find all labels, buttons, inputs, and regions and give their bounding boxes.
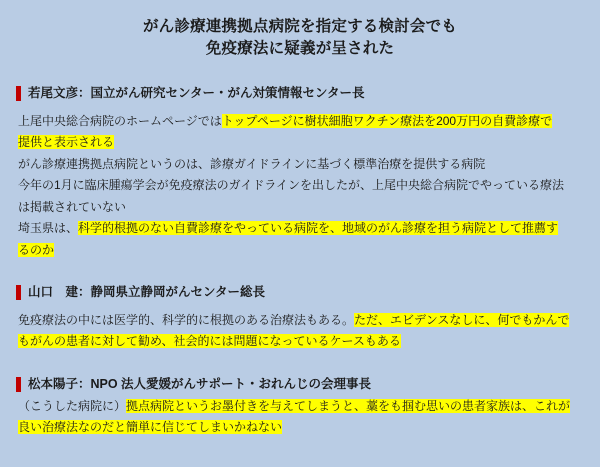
paragraph xyxy=(18,155,588,174)
statement-paragraphs xyxy=(12,112,588,260)
statement-block xyxy=(12,285,588,352)
statement-paragraphs xyxy=(12,397,588,438)
accent-bar-icon xyxy=(16,377,21,392)
accent-bar-icon xyxy=(16,285,21,300)
highlighted-text-run: ただ、エビデンスなしに、何でもかんで xyxy=(354,313,570,327)
highlighted-text-run: 良い治療法なのだと簡単に信じてしまいかねない xyxy=(18,420,283,435)
paragraph xyxy=(18,176,588,195)
text-run: は掲載されていない xyxy=(18,199,127,214)
page-title xyxy=(12,16,588,61)
spacer xyxy=(12,364,588,377)
speaker-row xyxy=(16,377,588,392)
paragraph xyxy=(18,133,588,152)
highlighted-text-run: るのか xyxy=(18,242,55,257)
highlighted-text-run: もがんの患者に対して勧め、社会的には問題になっているケースもある xyxy=(18,334,401,349)
speaker-row xyxy=(16,86,588,101)
paragraph xyxy=(18,198,588,217)
text-run: （こうした病院に） xyxy=(18,398,127,413)
page-title-line-2: 免疫療法に疑義が呈された xyxy=(205,40,395,58)
text-run: 上尾中央総合病院のホームページでは xyxy=(18,113,222,128)
text-run: がん診療連携拠点病院というのは、診療ガイドラインに基づく標準治療を提供する病院 xyxy=(18,156,486,171)
text-run: 埼玉県は、 xyxy=(18,221,79,236)
highlighted-text-run: 拠点病院というお墨付きを与えてしまうと、藁をも掴む思いの患者家族は、これが xyxy=(126,398,571,413)
statement-block xyxy=(12,377,588,438)
spacer xyxy=(12,272,588,285)
statement-paragraphs xyxy=(12,311,588,352)
paragraph xyxy=(18,311,588,330)
highlighted-text-run: 提供と表示される xyxy=(18,135,115,150)
text-run: 免疫療法の中には医学的、科学的に根拠のある治療法もある。 xyxy=(18,313,355,327)
accent-bar-icon xyxy=(16,86,21,101)
paragraph xyxy=(18,241,588,260)
paragraph xyxy=(18,112,588,131)
highlighted-text-run: 科学的根拠のない自費診療をやっている病院を、地域のがん診療を担う病院として推薦す xyxy=(78,221,559,236)
speaker-name: 山口 建：静岡県立静岡がんセンター総長 xyxy=(28,285,266,299)
paragraph xyxy=(18,418,588,437)
paragraph xyxy=(18,219,588,238)
spacer xyxy=(12,75,588,86)
highlighted-text-run: トップページに樹状細胞ワクチン療法を200万円の自費診療で xyxy=(221,113,553,128)
speaker-name: 松本陽子：NPO 法人愛媛がんサポート・おれんじの会理事長 xyxy=(28,376,372,391)
paragraph xyxy=(18,332,588,351)
speaker-name: 若尾文彦：国立がん研究センター・がん対策情報センター長 xyxy=(28,85,365,100)
speaker-row xyxy=(16,285,588,300)
text-run: 今年の1月に臨床腫瘍学会が免疫療法のガイドラインを出したが、上尾中央総合病院でやっている療法 xyxy=(18,178,564,193)
paragraph xyxy=(18,397,588,416)
page-title-line-1: がん診療連携拠点病院を指定する検討会でも xyxy=(142,18,457,35)
statement-block xyxy=(12,86,588,260)
